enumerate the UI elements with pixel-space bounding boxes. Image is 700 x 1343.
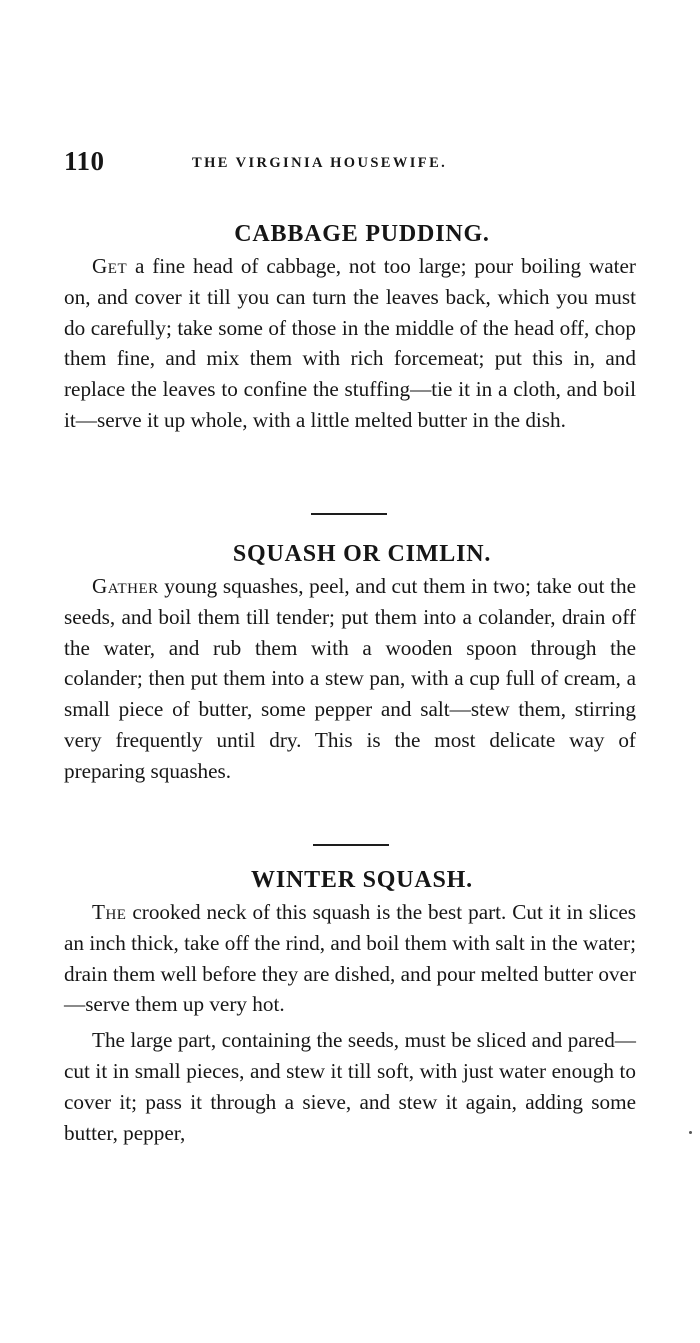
recipe-title: SQUASH OR CIMLIN. — [232, 541, 492, 567]
page-number: 110 — [64, 146, 105, 176]
recipe-title: WINTER SQUASH. — [251, 867, 473, 893]
running-head: THE VIRGINIA HOUSEWIFE. — [192, 155, 448, 171]
section-divider — [313, 844, 389, 846]
print-speck — [689, 1131, 692, 1134]
recipe-cabbage-pudding — [64, 220, 636, 436]
recipe-paragraph — [64, 897, 636, 1020]
paragraph-text: a fine head of cabbage, not too large; pour boiling water on, and cover it till you can turn the leaves back, which you must do carefully; take some of those in the middle of the head off, chop them fine, and mix them with rich forcemeat; put this in, and replace the leaves to confine the stuffing—tie it in a cloth, and boil it—serve it up whole, with a little melted butter in the dish. — [64, 254, 636, 432]
recipe-paragraph — [64, 1025, 636, 1148]
paragraph-lead-word: Gather — [92, 574, 159, 598]
recipe-winter-squash — [64, 866, 636, 1148]
paragraph-text: young squashes, peel, and cut them in two; take out the seeds, and boil them till tender; put them into a colander, drain off the water, and rub them with a wooden spoon through the colander; then put them into a stew pan, with a cup full of cream, a small piece of butter, some pepper and salt—stew them, stirring very frequently until dry. This is the most delicate way of preparing squashes. — [64, 574, 636, 783]
paragraph-lead-word: The — [92, 900, 127, 924]
section-divider — [311, 513, 387, 515]
recipe-title: CABBAGE PUDDING. — [234, 221, 490, 247]
recipe-paragraph — [64, 571, 636, 787]
paragraph-text: The large part, containing the seeds, must be sliced and pared—cut it in small pieces, and stew it till soft, with just water enough to cover it; pass it through a sieve, and stew it again, adding some butter, pepper, — [64, 1028, 636, 1145]
page-header — [64, 146, 636, 180]
paragraph-lead-word: Get — [92, 254, 128, 278]
paragraph-text: crooked neck of this squash is the best part. Cut it in slices an inch thick, take off the rind, and boil them with salt in the water; drain them well before they are dished, and pour melted butter over—serve them up very hot. — [64, 900, 636, 1017]
recipe-paragraph — [64, 251, 636, 436]
recipe-squash-or-cimlin — [64, 540, 636, 787]
